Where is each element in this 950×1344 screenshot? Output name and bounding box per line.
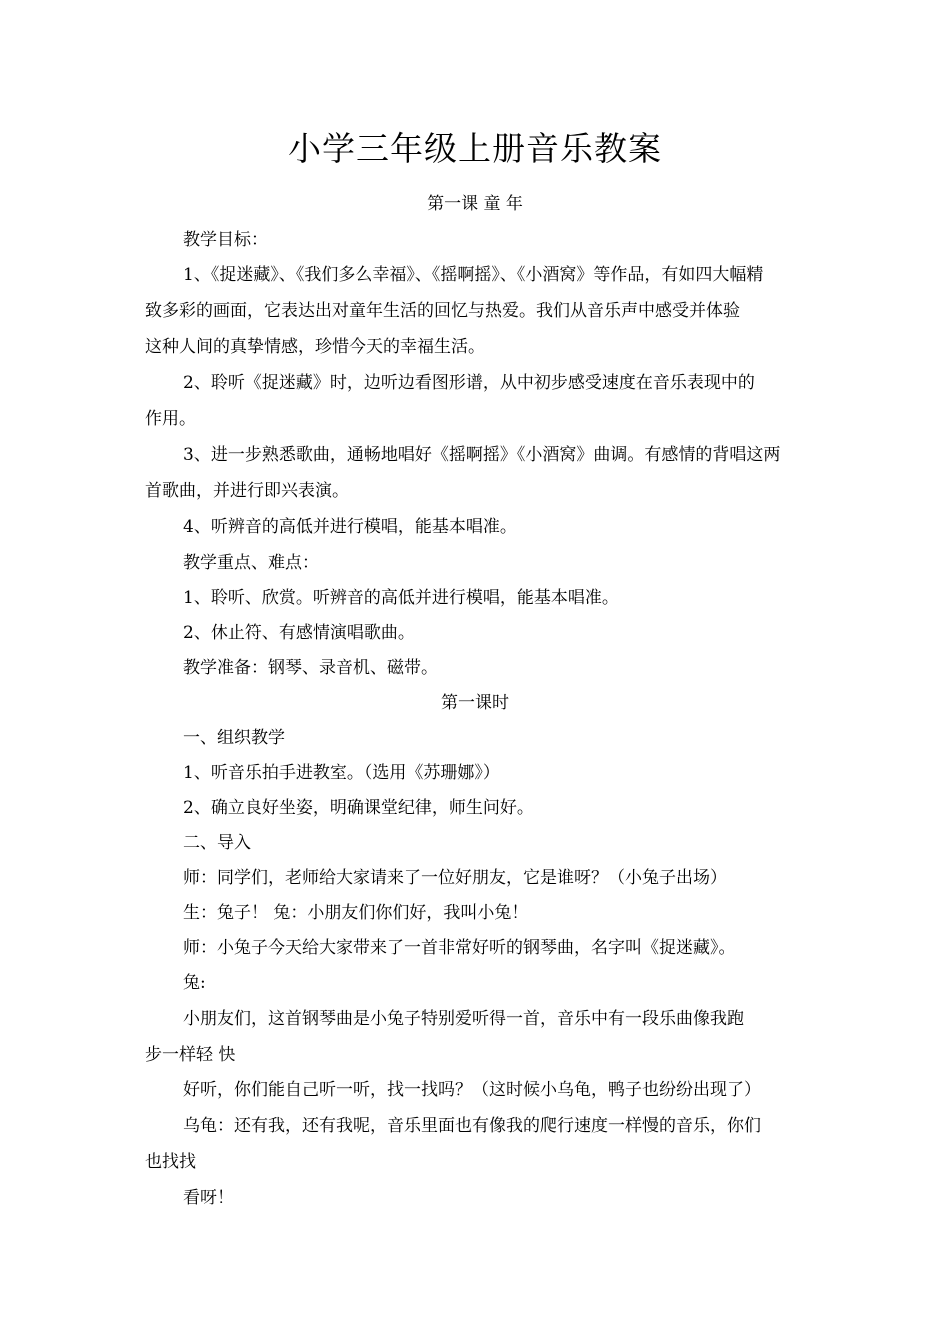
keypoints-label: 教学重点、难点：	[183, 553, 319, 573]
dialog-line: 步一样轻 快	[145, 1045, 236, 1065]
dialog-line: 兔:	[183, 973, 206, 993]
step-1: 1、听音乐拍手进教室。（选用《苏珊娜》）	[183, 763, 500, 783]
objective-1-line-2: 致多彩的画面，它表达出对童年生活的回忆与热爱。我们从音乐声中感受并体验	[145, 301, 740, 321]
step-2: 2、确立良好坐姿，明确课堂纪律，师生问好。	[183, 798, 534, 818]
objective-3-line-2: 首歌曲，并进行即兴表演。	[145, 481, 349, 501]
objective-4: 4、听辨音的高低并进行模唱，能基本唱准。	[183, 517, 517, 537]
section-2-heading: 二、导入	[183, 833, 251, 853]
objectives-label: 教学目标：	[183, 230, 268, 250]
dialog-line: 小朋友们，这首钢琴曲是小兔子特别爱听得一首，音乐中有一段乐曲像我跑	[183, 1009, 744, 1029]
keypoint-2: 2、休止符、有感情演唱歌曲。	[183, 623, 415, 643]
objective-2-line-1: 2、聆听《捉迷藏》时，边听边看图形谱，从中初步感受速度在音乐表现中的	[183, 373, 755, 393]
dialog-line: 好听，你们能自己听一听，找一找吗？（这时候小乌龟，鸭子也纷纷出现了）	[183, 1080, 761, 1100]
dialog-line: 看呀！	[183, 1188, 234, 1208]
objective-1-line-1: 1、《捉迷藏》、《我们多么幸福》、《摇啊摇》、《小酒窝》等作品，有如四大幅精	[183, 265, 764, 285]
preparation: 教学准备：钢琴、录音机、磁带。	[183, 658, 438, 678]
objective-1-line-3: 这种人间的真挚情感，珍惜今天的幸福生活。	[145, 337, 485, 357]
keypoint-1: 1、聆听、欣赏。听辨音的高低并进行模唱，能基本唱准。	[183, 588, 619, 608]
document-title: 小学三年级上册音乐教案	[288, 129, 662, 168]
dialog-line: 也找找	[145, 1152, 196, 1172]
dialog-line: 师：同学们，老师给大家请来了一位好朋友，它是谁呀？（小兔子出场）	[183, 868, 727, 888]
section-1-heading: 一、组织教学	[183, 728, 285, 748]
objective-3-line-1: 3、进一步熟悉歌曲，通畅地唱好《摇啊摇》《小酒窝》曲调。有感情的背唱这两	[183, 445, 781, 465]
dialog-line: 乌龟：还有我，还有我呢，音乐里面也有像我的爬行速度一样慢的音乐，你们	[183, 1116, 761, 1136]
period-heading: 第一课时	[441, 693, 509, 713]
lesson-heading: 第一课 童 年	[427, 194, 523, 214]
dialog-line: 生：兔子！ 兔：小朋友们你们好，我叫小兔！	[183, 903, 529, 923]
dialog-line: 师：小兔子今天给大家带来了一首非常好听的钢琴曲，名字叫《捉迷藏》。	[183, 938, 736, 958]
objective-2-line-2: 作用。	[145, 409, 196, 429]
